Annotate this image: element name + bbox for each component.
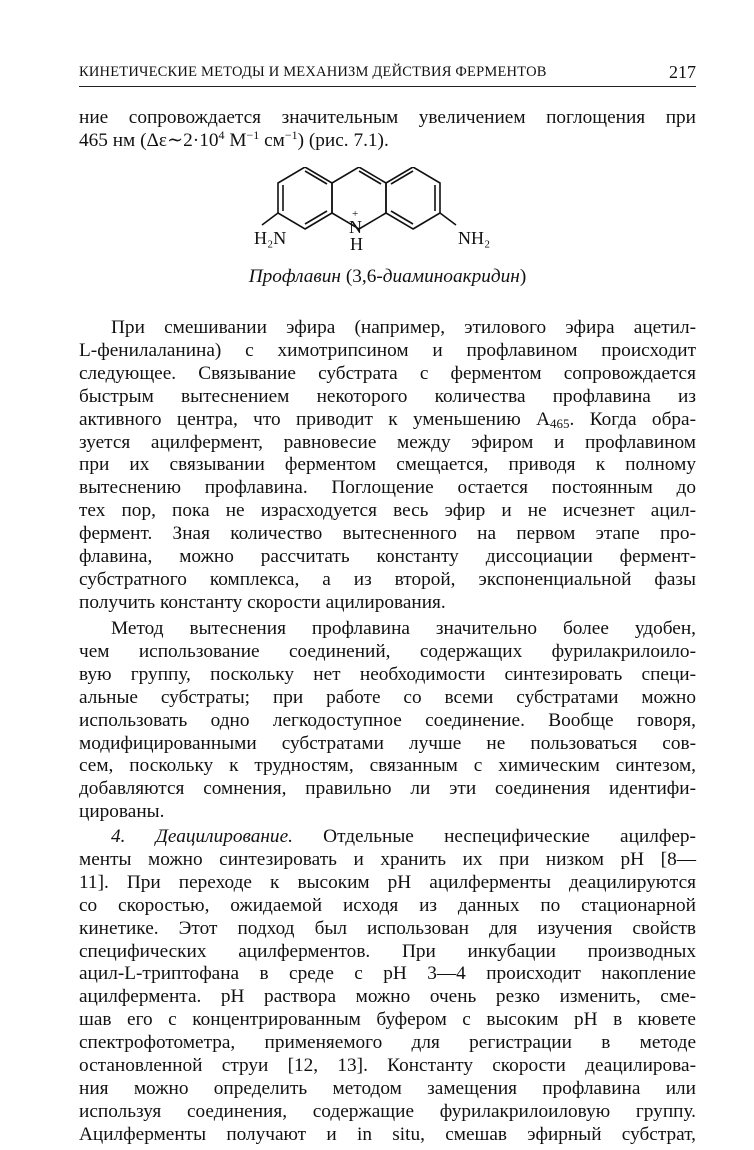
intro-text <box>79 107 696 153</box>
para3-line: специфических ацилферментов. При инкубации производных <box>79 940 696 962</box>
para1-line: следующее. Связывание субстрата с ферментом сопровождается <box>79 362 696 384</box>
para1-line: тех пор, пока не израсходуется весь эфир и не исчезнет ацил- <box>79 500 696 522</box>
para3-line: менты можно синтезировать и хранить их при низком pH [8— <box>79 848 696 870</box>
structure-caption: Профлавин (3,6-диаминоакридин) <box>248 266 527 287</box>
intro-line-1: ние сопровождается значительным увеличением поглощения при <box>79 107 696 128</box>
paragraph-2 <box>79 618 696 824</box>
structure-label-nh2: NH₂ <box>458 228 491 248</box>
para2-line: цированы. <box>79 801 165 823</box>
para1-line: активного центра, что приводит к уменьшению $A_{465}$. Когда обра- <box>79 408 696 431</box>
para1-line: при их связывании ферментом смещается, приводя к полному <box>79 454 696 476</box>
paragraph-3 <box>79 826 696 1147</box>
section-heading: 4. Деацилирование. <box>111 826 293 847</box>
para2-line: чем использование соединений, содержащих фурилакрилоило- <box>79 640 696 662</box>
proflavine-structure <box>230 167 530 267</box>
structure-label-n: N <box>349 217 362 237</box>
para2-line: добавляются сомнения, правильно ли эти соединения идентифи- <box>79 778 696 800</box>
para2-line: альные субстраты; при работе со всеми субстратами можно <box>79 686 696 708</box>
structure-label-charge: + <box>352 208 359 220</box>
intro-line-2: 465 нм ($\Delta\varepsilon\sim 2\cdot 10^4$ $М^{-1}$ $см^{-1}$) (рис. 7.1). <box>79 127 389 151</box>
para1-line: получить константу скорости ацилирования. <box>79 591 446 613</box>
para3-line: спектрофотометра, применяемого для регистрации в методе <box>79 1032 696 1054</box>
para3-line: 4. Деацилирование. Отдельные неспецифические ацилфер- <box>111 826 696 847</box>
para3-line: шав его с концентрированным буфером с высоким pH в кювете <box>79 1009 696 1031</box>
para1-line: вытеснению профлавина. Поглощение остается постоянным до <box>79 477 696 499</box>
para2-line: вую группу, поскольку нет необходимости синтезировать специ- <box>79 663 696 685</box>
para3-line: кинетике. Этот подход был использован для изучения свойств <box>79 917 696 939</box>
para1-line: зуется ацилфермент, равновесие между эфиром и профлавином <box>79 431 696 453</box>
structure-label-h2n: H₂N <box>254 228 287 248</box>
page-number: 217 <box>669 62 696 82</box>
para3-line: ния можно определить методом замещения профлавина или <box>79 1077 696 1099</box>
running-head: КИНЕТИЧЕСКИЕ МЕТОДЫ И МЕХАНИЗМ ДЕЙСТВИЯ ФЕРМЕНТОВ <box>79 64 547 80</box>
para3-line: 11]. При переходе к высоким pH ацилферменты деацилируются <box>79 871 696 893</box>
para3-line: Ацилферменты получают и in situ, смешав эфирный субстрат, <box>79 1123 696 1145</box>
para1-line: фермент. Зная количество вытесненного на первом этапе про- <box>79 523 696 545</box>
para1-line: L-фенилаланина) с химотрипсином и профлавином происходит <box>79 339 696 361</box>
page-header <box>79 62 696 87</box>
para3-line: остановленной струи [12, 13]. Константу скорости деацилирова- <box>79 1055 696 1077</box>
paragraph-1 <box>79 317 696 615</box>
para3-line: ацилфермента. pH раствора можно очень резко изменить, сме- <box>79 986 696 1008</box>
para3-line: со скоростью, ожидаемой исходя из данных по стационарной <box>79 894 696 916</box>
para1-line: субстратного комплекса, а из второй, экспоненциальной фазы <box>79 568 696 590</box>
para1-line: быстрым вытеснением некоторого количества профлавина из <box>79 385 696 407</box>
para2-line: использовать одно легкодоступное соединение. Вообще говоря, <box>79 709 696 731</box>
para2-line: модифицированными субстратами лучше не пользоваться сов- <box>79 732 696 754</box>
para2-line: сем, поскольку к трудностям, связанным с химическим синтезом, <box>79 755 696 777</box>
structure-label-h: H <box>350 234 363 254</box>
para1-line: При смешивании эфира (например, этилового эфира ацетил- <box>111 317 696 338</box>
para1-line: флавина, можно рассчитать константу диссоциации фермент- <box>79 546 696 568</box>
para3-line: используя соединения, содержащие фурилакрилоиловую группу. <box>79 1100 696 1122</box>
para3-line: ацил-L-триптофана в среде с pH 3—4 происходит накопление <box>79 963 696 985</box>
para2-line: Метод вытеснения профлавина значительно более удобен, <box>111 618 696 639</box>
